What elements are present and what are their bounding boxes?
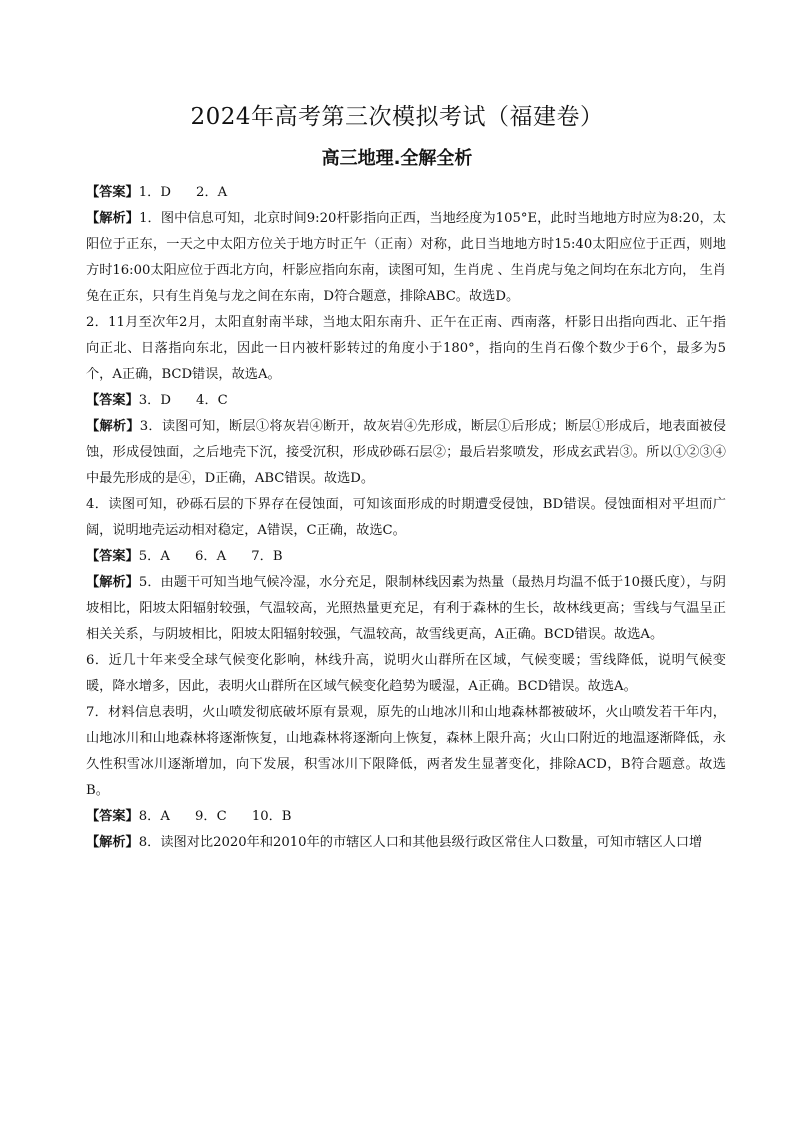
page-title: 2024年高考第三次模拟考试（福建卷） (190, 104, 604, 130)
answer-text: 1．D 2．A (138, 185, 228, 200)
analysis-text: 3．读图可知，断层①将灰岩④断开，故灰岩④先形成，断层①后形成；断层①形成后，地表面被侵蚀，形成侵蚀面，之后地壳下沉，接受沉积，形成砂砾石层②；最后岩浆喷发，形成玄武岩③。所以①②③④中最先形成的是④，D正确，ABC错误。故选D。 (86, 419, 727, 486)
answer-label: 【答案】 (86, 185, 139, 200)
answer-label: 【答案】 (86, 393, 139, 408)
analysis-label: 【解析】 (86, 575, 139, 590)
answer-label: 【答案】 (86, 549, 139, 564)
answer-text: 8．A 9．C 10．B (138, 809, 292, 824)
analysis-text: 8．读图对比2020年和2010年的市辖区人口和其他县级行政区常住人口数量，可知市辖区人口增 (138, 835, 703, 850)
analysis-paragraph: 2．11月至次年2月，太阳直射南半球，当地太阳东南升、正午在正南、西南落，杆影日出指向西北、正午指向正北、日落指向东北，因此一日内被杆影转过的角度小于180°，指向的生肖石像个数少于6个，最多为5个，A正确，BCD错误，故选A。 (86, 315, 726, 382)
analysis-paragraph (86, 414, 726, 492)
answer-line (86, 544, 726, 570)
analysis-label: 【解析】 (86, 419, 140, 434)
answer-line (86, 804, 726, 830)
analysis-paragraph (86, 830, 726, 856)
analysis-paragraph (86, 570, 726, 648)
answer-line (86, 388, 726, 414)
answer-body (86, 180, 726, 856)
answer-text: 3．D 4．C (138, 393, 228, 408)
analysis-paragraph: 7．材料信息表明，火山喷发彻底破坏原有景观，原先的山地冰川和山地森林都被破坏，火山喷发若干年内，山地冰川和山地森林将逐渐恢复，山地森林将逐渐向上恢复，森林上限升高；火山口附近的地温逐渐降低，永久性积雪冰川逐渐增加，向下发展，积雪冰川下限降低，两者发生显著变化，排除ACD，B符合题意。故选B。 (86, 705, 726, 798)
answer-line (86, 180, 726, 206)
page-subtitle: 高三地理.全解全析 (321, 148, 473, 169)
analysis-label: 【解析】 (86, 835, 139, 850)
analysis-paragraph (86, 206, 726, 310)
analysis-paragraph: 6．近几十年来受全球气候变化影响，林线升高，说明火山群所在区域，气候变暖；雪线降低，说明气候变暖，降水增多，因此，表明火山群所在区域气候变化趋势为暖湿，A正确。BCD错误。故选A。 (86, 653, 726, 694)
analysis-label: 【解析】 (86, 211, 140, 226)
analysis-text: 1．图中信息可知，北京时间9:20杆影指向正西，当地经度为105°E，此时当地地方时应为8:20，太阳位于正东，一天之中太阳方位关于地方时正午（正南）对称，此日当地地方时15:40太阳应位于正西，则地方时16:00太阳应位于西北方向，杆影应指向东南，读图可知，生肖虎 、生肖虎与兔之间均在东北方向， 生肖兔在正东，只有生肖兔与龙之间在东南，D符合题意，排除ABC。故选D。 (86, 211, 726, 304)
analysis-text: 5．由题干可知当地气候冷湿，水分充足，限制林线因素为热量（最热月均温不低于10摄氏度），与阴坡相比，阳坡太阳辐射较强，气温较高，光照热量更充足，有利于森林的生长，故林线更高；雪线与气温呈正相关关系，与阴坡相比，阳坡太阳辐射较强，气温较高，故雪线更高，A正确。BCD错误。故选A。 (86, 575, 726, 642)
answer-text: 5．A 6．A 7．B (138, 549, 283, 564)
answer-label: 【答案】 (86, 809, 139, 824)
analysis-paragraph: 4．读图可知，砂砾石层的下界存在侵蚀面，可知该面形成的时期遭受侵蚀，BD错误。侵蚀面相对平坦而广阔，说明地壳运动相对稳定，A错误，C正确，故选C。 (86, 497, 726, 538)
